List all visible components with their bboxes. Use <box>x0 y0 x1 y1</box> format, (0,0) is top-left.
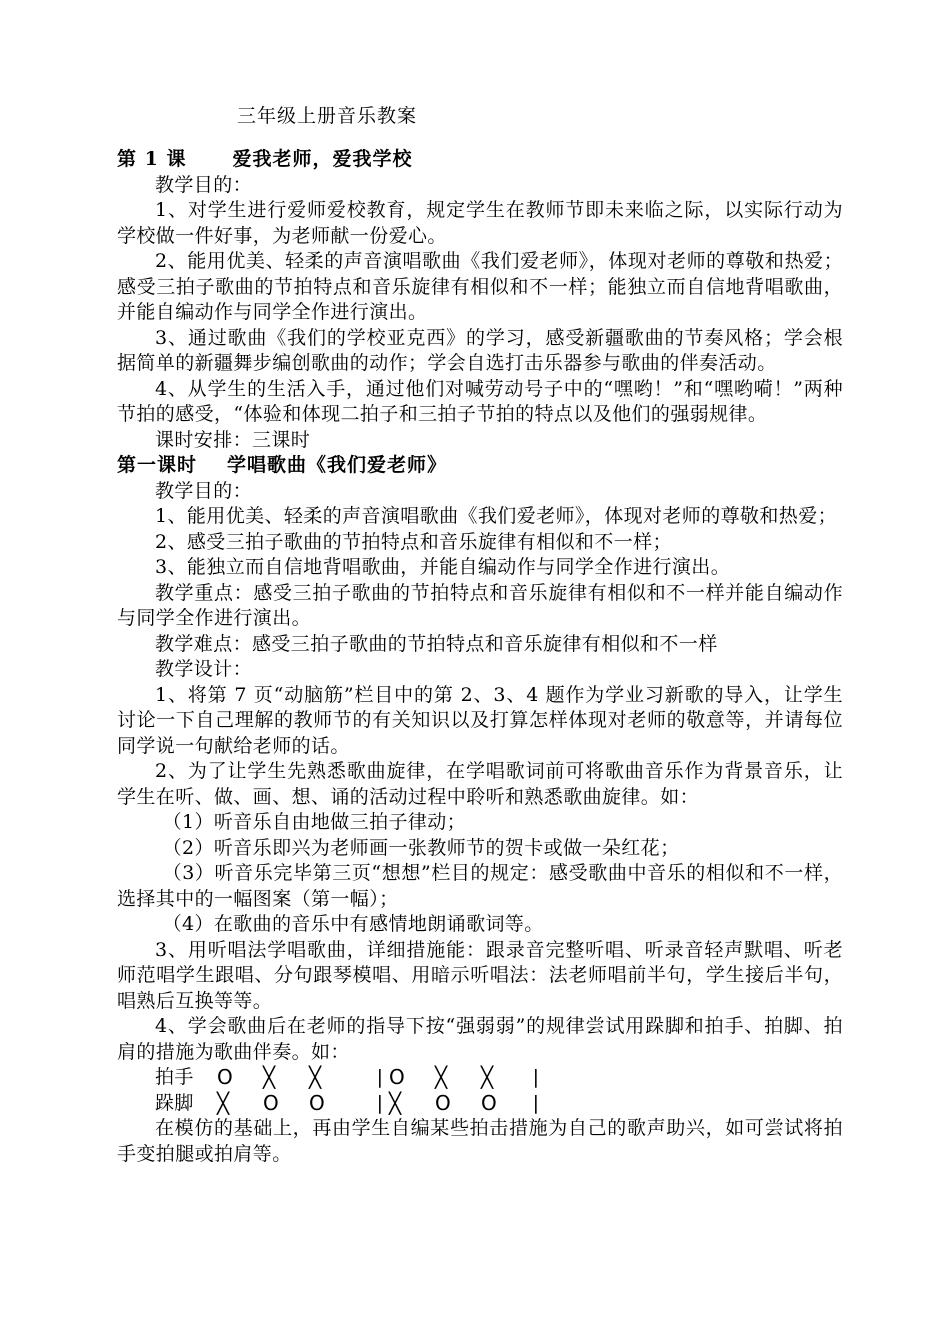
stomp-beat: ╳ <box>389 1090 402 1115</box>
closing-paragraph: 在模仿的基础上，再由学生自编某些拍击措施为自己的歌声助兴，如可尝试将拍手变拍腿或拍肩等。 <box>117 1117 843 1165</box>
clap-beat: O <box>217 1065 234 1089</box>
bar-line: | <box>532 1066 540 1088</box>
stomp-beat: O <box>481 1090 498 1115</box>
lesson-number: 第 1 课 <box>117 148 187 170</box>
period-goal-2: 2、感受三拍子歌曲的节拍特点和音乐旋律有相似和不一样； <box>155 530 672 553</box>
goals-label: 教学目的： <box>155 173 253 196</box>
design-label: 教学设计： <box>155 658 253 680</box>
design-step-3: 3、用听唱法学唱歌曲，详细措施能：跟录音完整听唱、听录音轻声默唱、听老师范唱学生跟唱、分句跟琴模唱、用暗示听唱法：法老师唱前半句，学生接后半句，唱熟后互换等等。 <box>117 938 843 1012</box>
period-title: 学唱歌曲《我们爱老师》 <box>227 454 448 476</box>
document-title: 三年级上册音乐教案 <box>237 105 418 127</box>
clap-beat: ╳ <box>435 1065 448 1089</box>
stomp-beat: ╳ <box>217 1090 230 1115</box>
lesson-title: 爱我老师，爱我学校 <box>232 148 413 170</box>
design-step-1: 1、将第 7 页“动脑筋”栏目中的第 2、3、4 题作为学业习新歌的导入，让学生讨论一下自己理解的教师节的有关知识以及打算怎样体现对老师的敬意等，并请每位同学说一句献给老师的话。 <box>117 683 843 757</box>
period-goal-3: 3、能独立而自信地背唱歌曲，并能自编动作与同学全作进行演出。 <box>155 556 731 578</box>
clap-rhythm-row <box>117 1065 843 1091</box>
period-goals-label: 教学目的： <box>155 479 253 502</box>
bar-line: | <box>376 1066 384 1088</box>
clap-beat: ╳ <box>263 1065 276 1089</box>
lesson-heading <box>117 147 843 173</box>
key-point: 教学重点：感受三拍子歌曲的节拍特点和音乐旋律有相似和不一样并能自编动作与同学全作进行演出。 <box>117 581 843 629</box>
design-step-2-item-3: （3）听音乐完毕第三页“想想”栏目的规定：感受歌曲中音乐的相似和不一样，选择其中的一幅图案（第一幅）； <box>117 862 843 910</box>
design-step-2-item-1: （1）听音乐自由地做三拍子律动； <box>162 811 467 833</box>
clap-beat: O <box>389 1065 406 1089</box>
clap-label: 拍手 <box>155 1066 194 1088</box>
document-body <box>117 147 843 1167</box>
schedule: 课时安排：三课时 <box>155 428 311 451</box>
stomp-rhythm-row <box>117 1091 843 1117</box>
design-step-2-item-4: （4）在歌曲的音乐中有感情地朗诵歌词等。 <box>162 913 544 935</box>
lesson-goal-1: 1、对学生进行爱师爱校教育，规定学生在教师节即未来临之际，以实际行动为学校做一件好事，为老师献一份爱心。 <box>117 199 843 247</box>
bar-line: | <box>376 1091 384 1114</box>
stomp-beat: O <box>309 1090 326 1115</box>
stomp-beat: O <box>435 1090 452 1115</box>
bar-line: | <box>532 1091 540 1114</box>
lesson-goal-2: 2、能用优美、轻柔的声音演唱歌曲《我们爱老师》，体现对老师的尊敬和热爱；感受三拍子歌曲的节拍特点和音乐旋律有相似和不一样；能独立而自信地背唱歌曲，并能自编动作与同学全作进行演出。 <box>117 250 843 323</box>
period-number: 第一课时 <box>117 454 198 476</box>
lesson-goal-4: 4、从学生的生活入手，通过他们对喊劳动号子中的“嘿哟！”和“嘿哟嗬！”两种节拍的感受，“体验和体现二拍子和三拍子节拍的特点以及他们的强弱规律。 <box>117 377 843 425</box>
design-step-2: 2、为了让学生先熟悉歌曲旋律，在学唱歌词前可将歌曲音乐作为背景音乐，让学生在听、做、画、想、诵的活动过程中聆听和熟悉歌曲旋律。如： <box>117 760 843 808</box>
clap-beat: ╳ <box>309 1065 322 1089</box>
design-step-4: 4、学会歌曲后在老师的指导下按“强弱弱”的规律尝试用跺脚和拍手、拍脚、拍肩的措施为歌曲伴奏。如： <box>117 1015 843 1063</box>
difficulty: 教学难点：感受三拍子歌曲的节拍特点和音乐旋律有相似和不一样 <box>155 632 718 655</box>
clap-beat: ╳ <box>481 1065 494 1089</box>
design-step-2-item-2: （2）听音乐即兴为老师画一张教师节的贺卡或做一朵红花； <box>162 836 680 859</box>
stomp-beat: O <box>263 1090 280 1115</box>
period-heading <box>117 453 843 479</box>
period-goal-1: 1、能用优美、轻柔的声音演唱歌曲《我们爱老师》，体现对老师的尊敬和热爱； <box>155 505 837 527</box>
stomp-label: 跺脚 <box>155 1091 194 1114</box>
lesson-goal-3: 3、通过歌曲《我们的学校亚克西》的学习，感受新疆歌曲的节奏风格；学会根据简单的新疆舞步编创歌曲的动作；学会自选打击乐器参与歌曲的伴奏活动。 <box>117 326 843 374</box>
